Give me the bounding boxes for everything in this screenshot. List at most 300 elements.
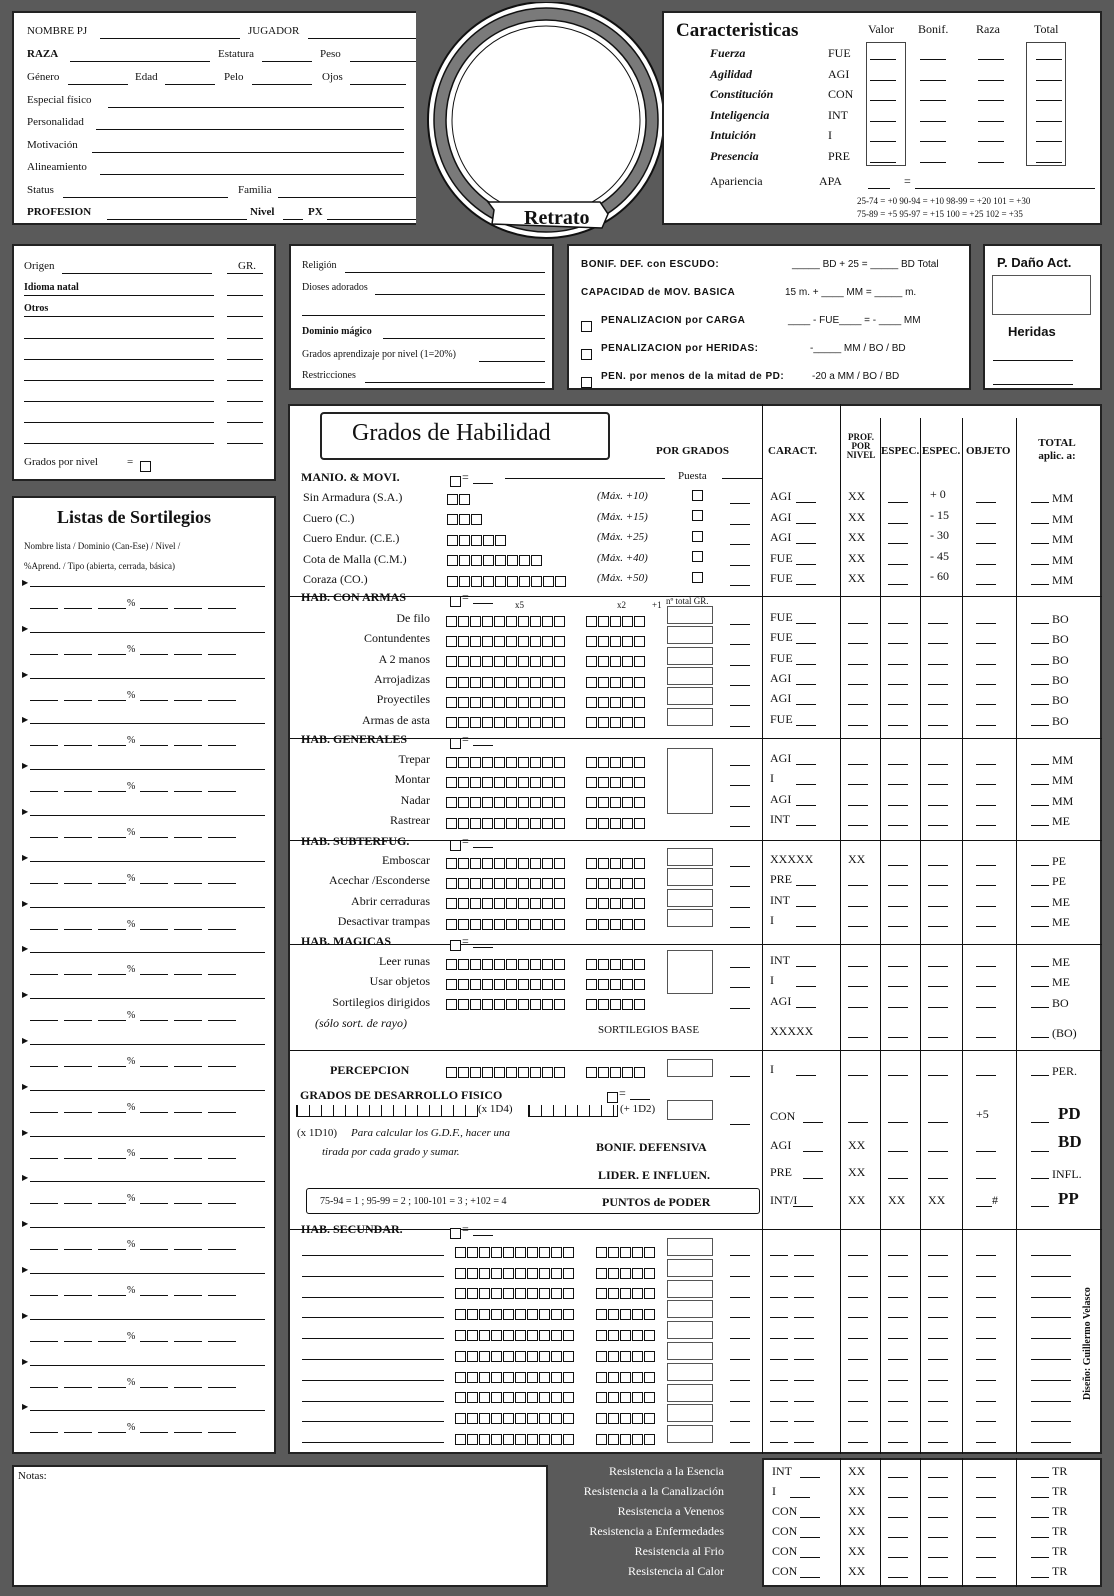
grade-checkbox[interactable] [446,818,457,829]
stat-field[interactable] [920,80,946,81]
spell-name-line[interactable] [30,586,265,587]
grade-checkbox[interactable] [494,656,505,667]
grade-checkbox[interactable] [458,636,469,647]
grade-checkbox[interactable] [479,1330,490,1341]
secondary-name-field[interactable] [302,1442,444,1443]
grade-checkbox[interactable] [586,656,597,667]
grade-checkbox[interactable] [586,919,597,930]
grade-checkbox[interactable] [470,757,481,768]
grade-checkbox[interactable] [450,476,461,487]
grade-checkbox[interactable] [610,878,621,889]
spell-field[interactable] [64,1112,92,1113]
bonus-field[interactable] [730,585,750,586]
spell-field[interactable] [30,1295,58,1296]
grade-checkbox[interactable] [467,1309,478,1320]
resistance-e2[interactable] [928,1537,948,1538]
total-field[interactable] [1031,704,1049,705]
spell-field[interactable] [30,1432,58,1433]
lang-gr[interactable] [227,443,263,444]
spell-name-line[interactable] [30,678,265,679]
grade-checkbox[interactable] [446,898,457,909]
grade-checkbox[interactable] [531,576,542,587]
grade-checkbox[interactable] [542,878,553,889]
total-field[interactable] [1031,643,1049,644]
skill-total-grades[interactable] [667,708,713,726]
grade-checkbox[interactable] [596,1288,607,1299]
grade-checkbox[interactable] [467,1372,478,1383]
grade-checkbox[interactable] [506,1067,517,1078]
grade-checkbox[interactable] [506,697,517,708]
grade-checkbox[interactable] [530,979,541,990]
caract-field[interactable] [796,805,816,806]
prof-field[interactable] [848,805,868,806]
grade-checkbox[interactable] [551,1351,562,1362]
stat-field[interactable] [1036,121,1062,122]
field-especial[interactable] [108,107,404,108]
grade-checkbox[interactable] [530,898,541,909]
grade-checkbox[interactable] [479,1288,490,1299]
grade-checkbox[interactable] [530,858,541,869]
section-field[interactable] [473,603,493,604]
resistance-e2[interactable] [928,1497,948,1498]
grade-checkbox[interactable] [586,979,597,990]
grade-checkbox[interactable] [598,636,609,647]
grade-checkbox[interactable] [530,636,541,647]
spell-field[interactable] [208,1295,236,1296]
total-field[interactable] [1031,966,1049,967]
pd-e1[interactable] [888,1122,908,1123]
grade-checkbox[interactable] [455,1351,466,1362]
caract-field[interactable] [796,885,816,886]
spell-field[interactable] [64,1066,92,1067]
lang-gr[interactable] [227,380,263,381]
grade-checkbox[interactable] [447,535,458,546]
grade-checkbox[interactable] [470,697,481,708]
grade-checkbox[interactable] [482,677,493,688]
bd-obj[interactable] [976,1151,996,1152]
grade-checkbox[interactable] [610,959,621,970]
total-field[interactable] [1031,906,1049,907]
grade-checkbox[interactable] [446,757,457,768]
caract-field[interactable] [770,1359,788,1360]
stat-field[interactable] [870,80,896,81]
grade-checkbox[interactable] [620,1309,631,1320]
grade-checkbox[interactable] [598,777,609,788]
prof-field[interactable] [848,1297,868,1298]
skill-total-grades[interactable] [667,606,713,624]
grade-checkbox[interactable] [450,1228,461,1239]
stat-field[interactable] [920,59,946,60]
field-nombre[interactable] [100,38,240,39]
espec2-field[interactable] [928,926,948,927]
espec2-field[interactable] [928,1297,948,1298]
grade-checkbox[interactable] [644,1268,655,1279]
grade-checkbox[interactable] [610,858,621,869]
grade-checkbox[interactable] [554,677,565,688]
grade-checkbox[interactable] [459,576,470,587]
grade-checkbox[interactable] [634,1067,645,1078]
grade-checkbox[interactable] [471,576,482,587]
caract-field[interactable] [796,926,816,927]
spell-field[interactable] [140,608,168,609]
spell-field[interactable] [64,1249,92,1250]
grade-checkbox[interactable] [519,555,530,566]
grade-checkbox[interactable] [530,919,541,930]
caract-field[interactable] [796,523,816,524]
espec1-field[interactable] [888,623,908,624]
spell-field[interactable] [208,654,236,655]
grade-checkbox[interactable] [470,959,481,970]
spell-field[interactable] [174,1295,202,1296]
caract-field[interactable] [796,825,816,826]
caract-field2[interactable] [794,1338,814,1339]
espec1-field[interactable] [888,543,908,544]
grade-checkbox[interactable] [530,878,541,889]
lider-e2[interactable] [928,1178,948,1179]
spell-name-line[interactable] [30,952,265,953]
espec2-field[interactable] [928,1421,948,1422]
stat-field[interactable] [920,100,946,101]
grade-checkbox[interactable] [482,697,493,708]
grade-checkbox[interactable] [494,898,505,909]
resistance-obj[interactable] [976,1497,996,1498]
caract-field[interactable] [770,1421,788,1422]
spell-field[interactable] [174,700,202,701]
grade-checkbox[interactable] [470,979,481,990]
grade-checkbox[interactable] [596,1268,607,1279]
grade-checkbox[interactable] [608,1330,619,1341]
grade-checkbox[interactable] [551,1372,562,1383]
stat-field[interactable] [870,121,896,122]
bd-agi-field[interactable] [803,1151,823,1152]
grade-checkbox[interactable] [494,777,505,788]
field-dominio[interactable] [383,338,545,339]
resistance-total[interactable] [1031,1577,1049,1578]
caract-field[interactable] [796,986,816,987]
spell-name-line[interactable] [30,769,265,770]
grade-checkbox[interactable] [494,919,505,930]
spell-field[interactable] [140,1432,168,1433]
grade-checkbox[interactable] [539,1392,550,1403]
grade-checkbox[interactable] [494,697,505,708]
espec1-field[interactable] [888,502,908,503]
grade-checkbox[interactable] [598,959,609,970]
espec1-field[interactable] [888,1421,908,1422]
grade-checkbox[interactable] [542,777,553,788]
grade-checkbox[interactable] [543,576,554,587]
spell-field[interactable] [208,1066,236,1067]
prof-field[interactable] [848,725,868,726]
grade-checkbox[interactable] [542,919,553,930]
spell-field[interactable] [64,1158,92,1159]
grade-checkbox[interactable] [692,551,703,562]
bonus-field[interactable] [730,765,750,766]
spell-field[interactable] [64,1432,92,1433]
grade-checkbox[interactable] [596,1247,607,1258]
spell-field[interactable] [30,837,58,838]
spell-name-line[interactable] [30,998,265,999]
spell-field[interactable] [140,745,168,746]
spell-field[interactable] [64,1341,92,1342]
objeto-field[interactable] [976,966,996,967]
stat-field[interactable] [1036,59,1062,60]
bonus-field[interactable] [730,544,750,545]
grade-checkbox[interactable] [542,616,553,627]
grade-checkbox[interactable] [494,858,505,869]
grade-checkbox[interactable] [542,797,553,808]
spell-field[interactable] [30,1387,58,1388]
grade-checkbox[interactable] [506,878,517,889]
grade-checkbox[interactable] [527,1413,538,1424]
grade-checkbox[interactable] [527,1247,538,1258]
spell-field[interactable] [98,837,126,838]
grade-checkbox[interactable] [518,898,529,909]
grade-checkbox[interactable] [586,898,597,909]
spell-field[interactable] [208,1249,236,1250]
resistance-e1[interactable] [888,1497,908,1498]
grade-checkbox[interactable] [632,1372,643,1383]
spell-field[interactable] [140,700,168,701]
grade-checkbox[interactable] [530,656,541,667]
grade-checkbox[interactable] [506,818,517,829]
grade-checkbox[interactable] [455,1372,466,1383]
caract-field[interactable] [770,1401,788,1402]
grade-checkbox[interactable] [446,858,457,869]
espec2-field[interactable] [928,825,948,826]
grade-checkbox[interactable] [596,1351,607,1362]
field-nivel[interactable] [283,219,303,220]
grade-checkbox[interactable] [506,979,517,990]
pp-total[interactable] [1031,1206,1049,1207]
field-origen[interactable] [62,273,212,274]
stat-field[interactable] [870,141,896,142]
grade-checkbox[interactable] [554,717,565,728]
grade-checkbox[interactable] [542,818,553,829]
spell-field[interactable] [174,1432,202,1433]
spell-name-line[interactable] [30,1273,265,1274]
objeto-field[interactable] [976,1297,996,1298]
objeto-field[interactable] [976,664,996,665]
grade-checkbox[interactable] [467,1268,478,1279]
prof-field[interactable] [848,906,868,907]
espec1-field[interactable] [888,643,908,644]
grade-checkbox[interactable] [598,677,609,688]
grade-checkbox[interactable] [483,555,494,566]
grade-checkbox[interactable] [581,377,592,388]
resistance-total[interactable] [1031,1517,1049,1518]
total-field[interactable] [1031,523,1049,524]
espec1-field[interactable] [888,684,908,685]
grade-checkbox[interactable] [608,1247,619,1258]
grade-checkbox[interactable] [495,555,506,566]
field-dioses2[interactable] [302,315,545,316]
grade-checkbox[interactable] [458,999,469,1010]
grade-checkbox[interactable] [554,777,565,788]
spell-field[interactable] [98,1341,126,1342]
espec2-field[interactable] [928,1255,948,1256]
spell-field[interactable] [64,700,92,701]
grade-checkbox[interactable] [644,1247,655,1258]
secondary-name-field[interactable] [302,1297,444,1298]
caract-field[interactable] [796,725,816,726]
grade-checkbox[interactable] [554,636,565,647]
spell-field[interactable] [64,1295,92,1296]
espec1-field[interactable] [888,784,908,785]
espec2-field[interactable] [928,1401,948,1402]
caract-field[interactable] [796,704,816,705]
grade-checkbox[interactable] [494,757,505,768]
grade-checkbox[interactable] [634,898,645,909]
spell-field[interactable] [30,608,58,609]
grade-checkbox[interactable] [515,1434,526,1445]
field-jugador[interactable] [308,38,418,39]
grade-checkbox[interactable] [596,1434,607,1445]
grade-checkbox[interactable] [458,697,469,708]
grade-checkbox[interactable] [554,616,565,627]
skill-total-grades[interactable] [667,1363,713,1381]
grade-checkbox[interactable] [563,1434,574,1445]
field-profesion[interactable] [107,219,247,220]
espec2-field[interactable] [928,1007,948,1008]
grade-checkbox[interactable] [539,1413,550,1424]
grade-checkbox[interactable] [610,757,621,768]
espec2-field[interactable] [928,1380,948,1381]
grade-checkbox[interactable] [467,1288,478,1299]
spell-field[interactable] [208,1203,236,1204]
grade-checkbox[interactable] [634,656,645,667]
grade-checkbox[interactable] [610,636,621,647]
prof-field[interactable] [848,684,868,685]
grade-checkbox[interactable] [610,979,621,990]
grade-checkbox[interactable] [494,797,505,808]
objeto-field[interactable] [976,764,996,765]
grade-checkbox[interactable] [598,1067,609,1078]
espec1-field[interactable] [888,825,908,826]
grade-checkbox[interactable] [551,1434,562,1445]
grade-checkbox[interactable] [458,777,469,788]
grade-checkbox[interactable] [610,919,621,930]
grade-checkbox[interactable] [518,677,529,688]
caract-field2[interactable] [794,1421,814,1422]
stat-field[interactable] [920,162,946,163]
espec1-field[interactable] [888,523,908,524]
grade-checkbox[interactable] [482,777,493,788]
grade-checkbox[interactable] [491,1268,502,1279]
grade-checkbox[interactable] [506,656,517,667]
espec1-field[interactable] [888,764,908,765]
grade-checkbox[interactable] [563,1309,574,1320]
bonus-field[interactable] [730,1380,750,1381]
resistance-caract-field[interactable] [800,1557,820,1558]
grade-checkbox[interactable] [554,919,565,930]
grade-checkbox[interactable] [482,818,493,829]
spell-field[interactable] [174,1020,202,1021]
spell-field[interactable] [174,1387,202,1388]
lang-line[interactable] [24,359,214,360]
grade-checkbox[interactable] [491,1413,502,1424]
objeto-field[interactable] [976,1276,996,1277]
grade-checkbox[interactable] [632,1434,643,1445]
grade-checkbox[interactable] [539,1351,550,1362]
grade-checkbox[interactable] [692,490,703,501]
spell-field[interactable] [208,700,236,701]
spell-field[interactable] [208,1387,236,1388]
grade-checkbox[interactable] [586,818,597,829]
grade-checkbox[interactable] [495,535,506,546]
caract-field2[interactable] [794,1380,814,1381]
grade-checkbox[interactable] [542,677,553,688]
resistance-obj[interactable] [976,1477,996,1478]
resistance-e1[interactable] [888,1517,908,1518]
espec2-field[interactable] [928,805,948,806]
spell-field[interactable] [174,1112,202,1113]
resistance-e1[interactable] [888,1577,908,1578]
grade-checkbox[interactable] [634,717,645,728]
grade-checkbox[interactable] [644,1392,655,1403]
bonus-field[interactable] [730,1276,750,1277]
espec2-field[interactable] [928,623,948,624]
field-ojos[interactable] [350,84,406,85]
resistance-obj[interactable] [976,1577,996,1578]
grade-checkbox[interactable] [542,1067,553,1078]
espec2-field[interactable] [928,684,948,685]
grade-checkbox[interactable] [467,1413,478,1424]
bonus-field[interactable] [730,685,750,686]
objeto-field[interactable] [976,1380,996,1381]
grade-checkbox[interactable] [494,959,505,970]
grade-checkbox[interactable] [563,1392,574,1403]
resistance-e2[interactable] [928,1477,948,1478]
prof-field[interactable] [848,926,868,927]
spell-field[interactable] [174,654,202,655]
resistance-caract-field[interactable] [790,1497,810,1498]
total-field[interactable] [1031,564,1049,565]
grade-checkbox[interactable] [518,979,529,990]
spell-field[interactable] [64,654,92,655]
heridas-line-1[interactable] [993,360,1073,361]
spell-name-line[interactable] [30,815,265,816]
objeto-field[interactable] [976,1037,996,1038]
grade-checkbox[interactable] [495,576,506,587]
grade-checkbox[interactable] [491,1434,502,1445]
prof-field[interactable] [848,885,868,886]
grade-checkbox[interactable] [494,979,505,990]
total-field[interactable] [1031,926,1049,927]
grade-checkbox[interactable] [554,697,565,708]
spell-field[interactable] [98,1295,126,1296]
bonus-field[interactable] [730,907,750,908]
grade-checkbox[interactable] [470,999,481,1010]
grade-checkbox[interactable] [622,818,633,829]
grade-checkbox[interactable] [467,1330,478,1341]
grade-checkbox[interactable] [539,1288,550,1299]
skill-total-grades[interactable] [667,748,713,814]
espec1-field[interactable] [888,1359,908,1360]
objeto-field[interactable] [976,885,996,886]
grade-checkbox[interactable] [470,677,481,688]
total-field[interactable] [1031,1338,1071,1339]
grade-checkbox[interactable] [563,1372,574,1383]
spell-field[interactable] [140,1203,168,1204]
espec1-field[interactable] [888,704,908,705]
espec2-field[interactable] [928,704,948,705]
grade-checkbox[interactable] [610,999,621,1010]
section-field[interactable] [473,947,493,948]
skill-total-grades[interactable] [667,1384,713,1402]
skill-total-grades[interactable] [667,1280,713,1298]
grade-checkbox[interactable] [506,777,517,788]
grade-checkbox[interactable] [458,1067,469,1078]
